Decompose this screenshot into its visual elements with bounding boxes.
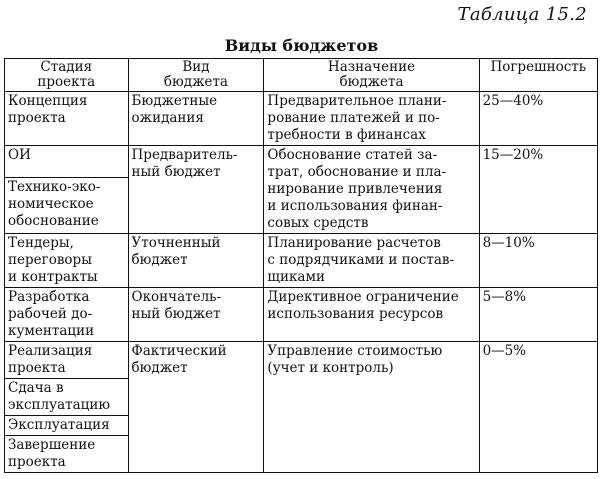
stage-cell: Технико-эко- номическое обоснование bbox=[5, 178, 129, 234]
stage-cell: Реализация проекта bbox=[5, 342, 129, 379]
purpose-cell: Обоснование статей за- трат, обоснование и пла- нирование привлечения и использования финан- совых средств bbox=[264, 146, 479, 234]
table-row bbox=[5, 288, 598, 342]
purpose-cell: Директивное ограничение использования ресурсов bbox=[264, 288, 479, 342]
type-cell: Фактический бюджет bbox=[128, 342, 264, 473]
type-cell: Бюджетные ожидания bbox=[128, 92, 264, 146]
header-error: Погрешность bbox=[479, 59, 597, 92]
stage-cell: Тендеры, переговоры и контракты bbox=[5, 234, 129, 288]
error-cell: 15—20% bbox=[479, 146, 597, 234]
table-row bbox=[5, 342, 598, 379]
header-row bbox=[5, 59, 598, 92]
error-cell: 8—10% bbox=[479, 234, 597, 288]
error-cell: 5—8% bbox=[479, 288, 597, 342]
header-type: Вид бюджета bbox=[128, 59, 264, 92]
stage-cell: Концепция проекта bbox=[5, 92, 129, 146]
error-cell: 0—5% bbox=[479, 342, 597, 473]
table-row bbox=[5, 146, 598, 178]
type-cell: Уточненный бюджет bbox=[128, 234, 264, 288]
header-stage: Стадия проекта bbox=[5, 59, 129, 92]
type-cell: Окончатель- ный бюджет bbox=[128, 288, 264, 342]
purpose-cell: Предварительное плани- рование платежей и по- требности в финансах bbox=[264, 92, 479, 146]
type-cell: Предваритель- ный бюджет bbox=[128, 146, 264, 234]
table-caption: Таблица 15.2 bbox=[457, 4, 587, 25]
stage-cell: Завершение проекта bbox=[5, 436, 129, 473]
table-title: Виды бюджетов bbox=[224, 36, 379, 55]
table-row bbox=[5, 234, 598, 288]
table-row bbox=[5, 92, 598, 146]
stage-cell: ОИ bbox=[5, 146, 129, 178]
error-cell: 25—40% bbox=[479, 92, 597, 146]
header-purpose: Назначение бюджета bbox=[264, 59, 479, 92]
stage-cell: Эксплуатация bbox=[5, 416, 129, 436]
budget-types-table bbox=[4, 58, 598, 473]
stage-cell: Сдача в эксплуатацию bbox=[5, 379, 129, 416]
purpose-cell: Планирование расчетов с подрядчиками и постав- щиками bbox=[264, 234, 479, 288]
stage-cell: Разработка рабочей до- кументации bbox=[5, 288, 129, 342]
purpose-cell: Управление стоимостью (учет и контроль) bbox=[264, 342, 479, 473]
